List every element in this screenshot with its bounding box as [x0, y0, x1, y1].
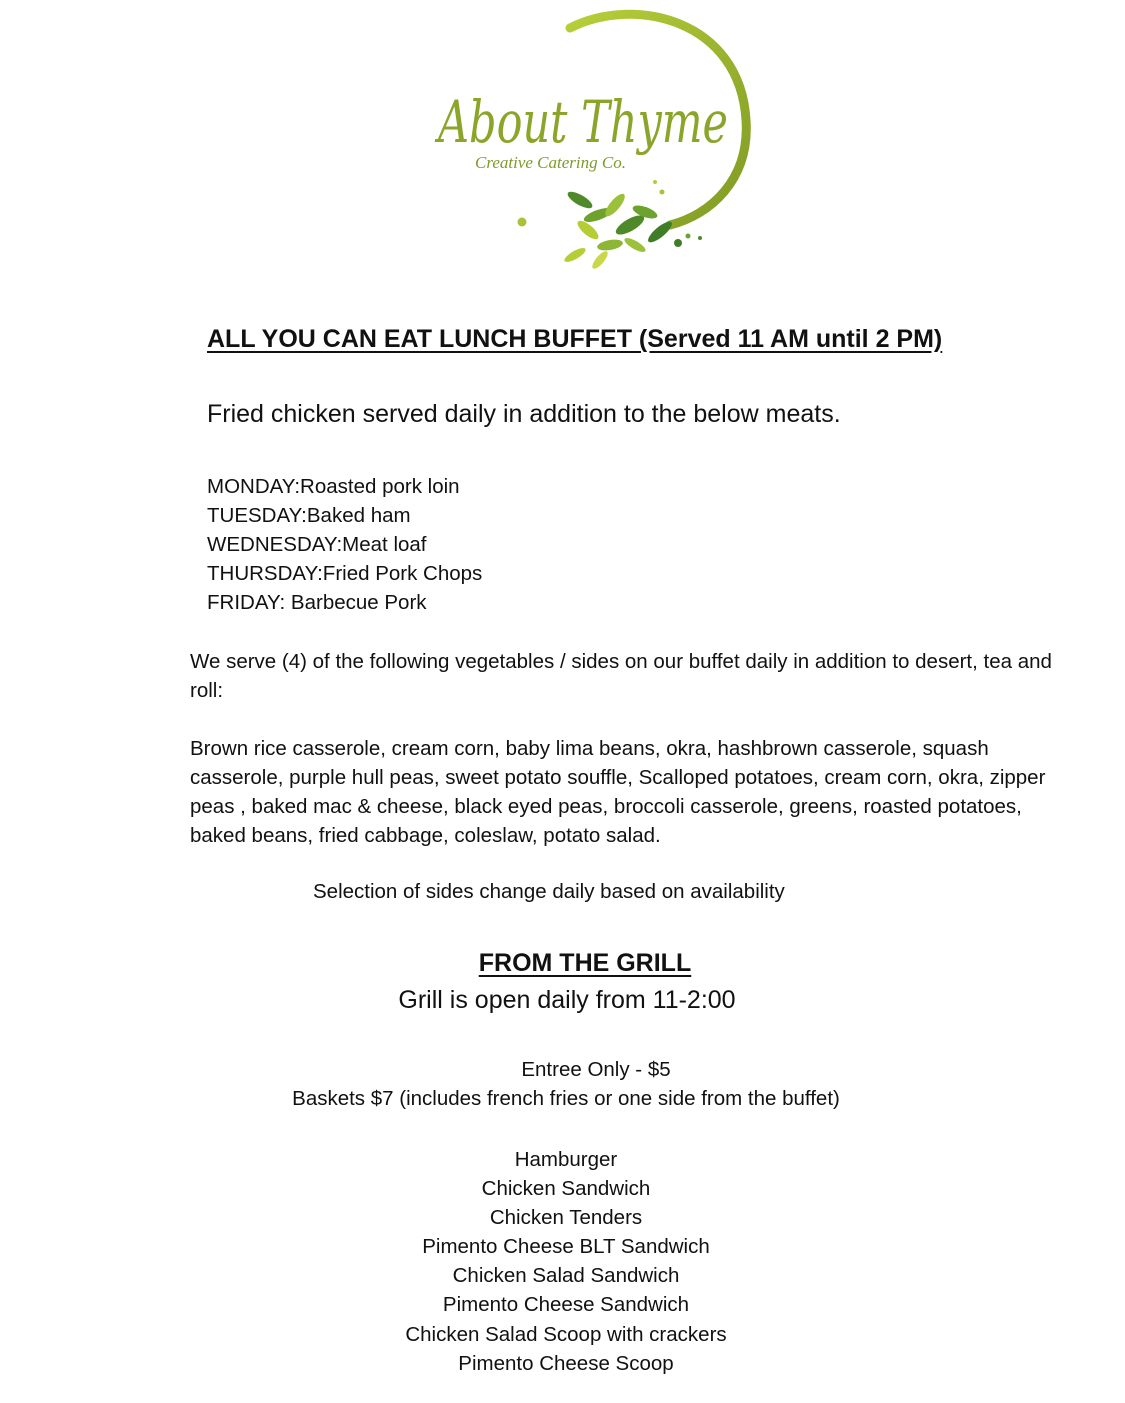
- day-item-tuesday: TUESDAY:Baked ham: [207, 504, 411, 527]
- day-item-thursday: THURSDAY:Fried Pork Chops: [207, 562, 483, 585]
- buffet-intro: Fried chicken served daily in addition to the below meats.: [207, 400, 841, 428]
- daily-meats-list: [207, 472, 482, 617]
- grill-title: FROM THE GRILL: [478, 949, 692, 977]
- sides-note: Selection of sides change daily based on availability: [313, 880, 785, 903]
- grill-item: Chicken Salad Scoop with crackers: [405, 1322, 727, 1346]
- day-item-wednesday: WEDNESDAY:Meat loaf: [207, 533, 427, 556]
- logo-wordmark: About Thyme: [434, 88, 728, 156]
- grill-item: Pimento Cheese BLT Sandwich: [422, 1235, 710, 1259]
- grill-items-list: [266, 1145, 866, 1378]
- grill-item: Hamburger: [514, 1148, 618, 1171]
- logo-tagline: Creative Catering Co.: [475, 153, 626, 172]
- basket-price: Baskets $7 (includes french fries or one side from the buffet): [292, 1087, 840, 1110]
- sides-list: Brown rice casserole, cream corn, baby lima beans, okra, hashbrown casserole, squash casserole, purple hull peas, sweet potato souffle, Scalloped potatoes, cream corn, okra, zipper peas , baked mac & cheese, black eyed peas, broccoli casserole, greens, roasted potatoes, baked beans, fried cabbage, coleslaw, potato salad.: [190, 737, 1046, 847]
- grill-item: Chicken Salad Sandwich: [452, 1264, 680, 1288]
- day-item-monday: MONDAY:Roasted pork loin: [207, 475, 460, 498]
- grill-item: Chicken Sandwich: [481, 1177, 651, 1201]
- about-thyme-logo: [420, 0, 760, 280]
- buffet-title: ALL YOU CAN EAT LUNCH BUFFET (Served 11 AM until 2 PM): [207, 325, 943, 353]
- day-item-friday: FRIDAY: Barbecue Pork: [207, 591, 427, 614]
- grill-item: Chicken Tenders: [489, 1206, 643, 1230]
- grill-item: Pimento Cheese Scoop: [458, 1351, 674, 1375]
- sides-intro: We serve (4) of the following vegetables / sides on our buffet daily in addition to desert, tea and roll:: [190, 650, 1052, 702]
- grill-item: Pimento Cheese Sandwich: [442, 1293, 690, 1317]
- grill-hours: Grill is open daily from 11-2:00: [398, 986, 736, 1014]
- entree-price: Entree Only - $5: [521, 1058, 671, 1081]
